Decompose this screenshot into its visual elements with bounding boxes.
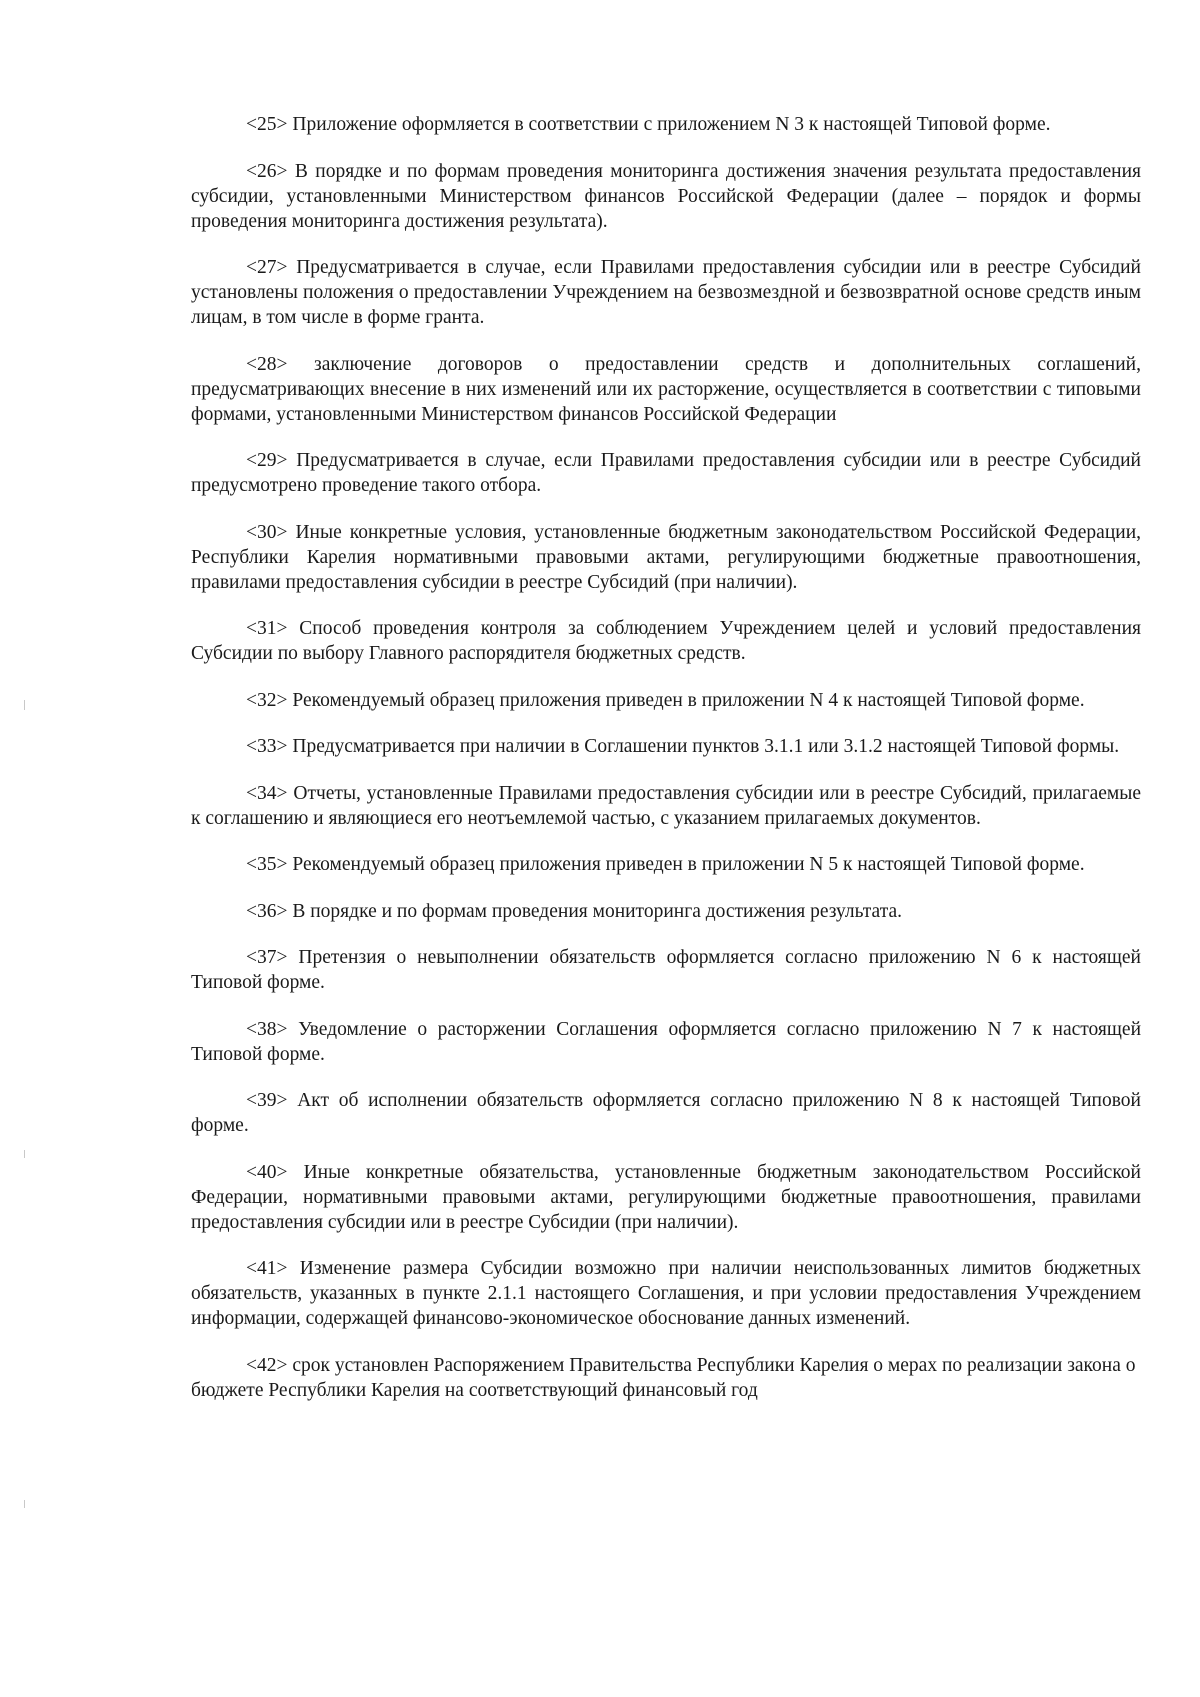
footnote-40: <40> Иные конкретные обязательства, установленные бюджетным законодательством Российской Федерации, нормативными правовыми актами, регулирующими бюджетные правоотношения, правилами предоставления субсидии или в реестре Субсидии (при наличии).: [191, 1161, 1141, 1233]
footnotes-list: [191, 112, 1141, 1424]
footnote-26: <26> В порядке и по формам проведения мониторинга достижения значения результата предоставления субсидии, установленными Министерством финансов Российской Федерации (далее – порядок и формы проведения мониторинга достижения результата).: [191, 160, 1141, 232]
scan-artifact: [24, 700, 25, 710]
footnote-28: <28> заключение договоров о предоставлении средств и дополнительных соглашений, предусматривающих внесение в них изменений или их расторжение, осуществляется в соответствии с типовыми формами, установленными Министерством финансов Российской Федерации: [191, 353, 1141, 425]
footnote-41: <41> Изменение размера Субсидии возможно при наличии неиспользованных лимитов бюджетных обязательств, указанных в пункте 2.1.1 настоящего Соглашения, и при условии предоставления Учреждением информации, содержащей финансово-экономическое обоснование данных изменений.: [191, 1258, 1141, 1329]
footnote-30: <30> Иные конкретные условия, установленные бюджетным законодательством Российской Федерации, Республики Карелия нормативными правовыми актами, регулирующими бюджетные правоотношения, правилами предоставления субсидии в реестре Субсидий (при наличии).: [191, 521, 1141, 593]
footnote-29: <29> Предусматривается в случае, если Правилами предоставления субсидии или в реестре Субсидий предусмотрено проведение такого отбора.: [191, 450, 1141, 496]
scan-artifact: [24, 1500, 25, 1508]
footnote-42: <42> срок установлен Распоряжением Правительства Республики Карелия о мерах по реализации закона о бюджете Республики Карелия на соответствующий финансовый год: [191, 1354, 1136, 1401]
footnote-32: <32> Рекомендуемый образец приложения приведен в приложении N 4 к настоящей Типовой форме.: [246, 689, 1085, 711]
footnote-27: <27> Предусматривается в случае, если Правилами предоставления субсидии или в реестре Субсидий установлены положения о предоставлении Учреждением на безвозмездной и безвозвратной основе средств иным лицам, в том числе в форме гранта.: [191, 257, 1141, 328]
footnote-25: <25> Приложение оформляется в соответствии с приложением N 3 к настоящей Типовой форме.: [246, 114, 1051, 135]
footnote-34: <34> Отчеты, установленные Правилами предоставления субсидии или в реестре Субсидий, прилагаемые к соглашению и являющиеся его неотъемлемой частью, с указанием прилагаемых документов.: [191, 782, 1141, 829]
footnote-38: <38> Уведомление о расторжении Соглашения оформляется согласно приложению N 7 к настоящей Типовой форме.: [191, 1018, 1141, 1065]
footnote-33: <33> Предусматривается при наличии в Соглашении пунктов 3.1.1 или 3.1.2 настоящей Типовой формы.: [246, 736, 1120, 757]
footnote-37: <37> Претензия о невыполнении обязательств оформляется согласно приложению N 6 к настоящей Типовой форме.: [191, 947, 1141, 993]
scan-artifact: [24, 1150, 25, 1158]
footnote-31: <31> Способ проведения контроля за соблюдением Учреждением целей и условий предоставления Субсидии по выбору Главного распорядителя бюджетных средств.: [191, 618, 1141, 664]
footnote-35: <35> Рекомендуемый образец приложения приведен в приложении N 5 к настоящей Типовой форме.: [246, 854, 1085, 875]
footnote-36: <36> В порядке и по формам проведения мониторинга достижения результата.: [246, 900, 902, 922]
footnote-39: <39> Акт об исполнении обязательств оформляется согласно приложению N 8 к настоящей Типовой форме.: [191, 1090, 1141, 1136]
